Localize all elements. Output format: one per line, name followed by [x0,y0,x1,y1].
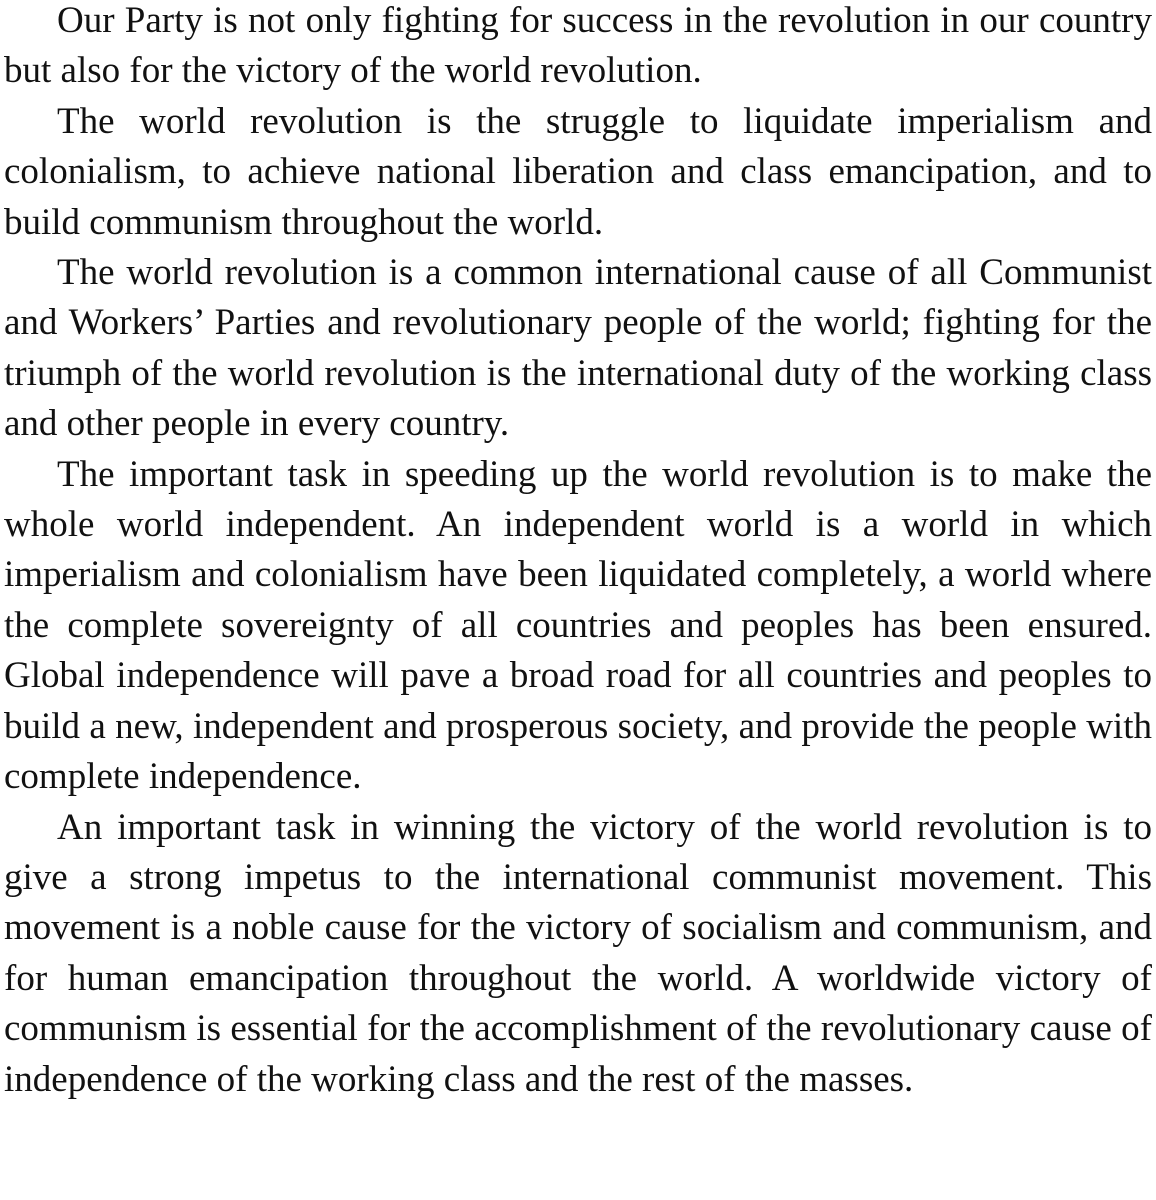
paragraph: The important task in speeding up the world revolution is to make the whole world independent. An independent world is a world in which imperialism and colonialism have been liquidated completely, a world where the complete sovereignty of all countries and peoples has been ensured. Global independence will pave a broad road for all countries and peoples to build a new, independent and prosperous society, and provide the people with complete independence. [4,453,1152,798]
paragraph: The world revolution is the struggle to liquidate imperialism and colonialism, to achieve national liberation and class emancipation, and to build communism throughout the world. [4,100,1152,243]
paragraph: The world revolution is a common international cause of all Communist and Workers’ Parties and revolutionary people of the world; fighting for the triumph of the world revolution is the international duty of the working class and other people in every country. [4,252,1152,445]
paragraph: Our Party is not only fighting for success in the revolution in our country but also for the victory of the world revolution. [4,0,1152,92]
paragraph: An important task in winning the victory of the world revolution is to give a strong impetus to the international communist movement. This movement is a noble cause for the victory of socialism and communism, and for human emancipation throughout the world. A worldwide victory of communism is essential for the accomplishment of the revolutionary cause of independence of the working class and the rest of the masses. [4,806,1152,1100]
